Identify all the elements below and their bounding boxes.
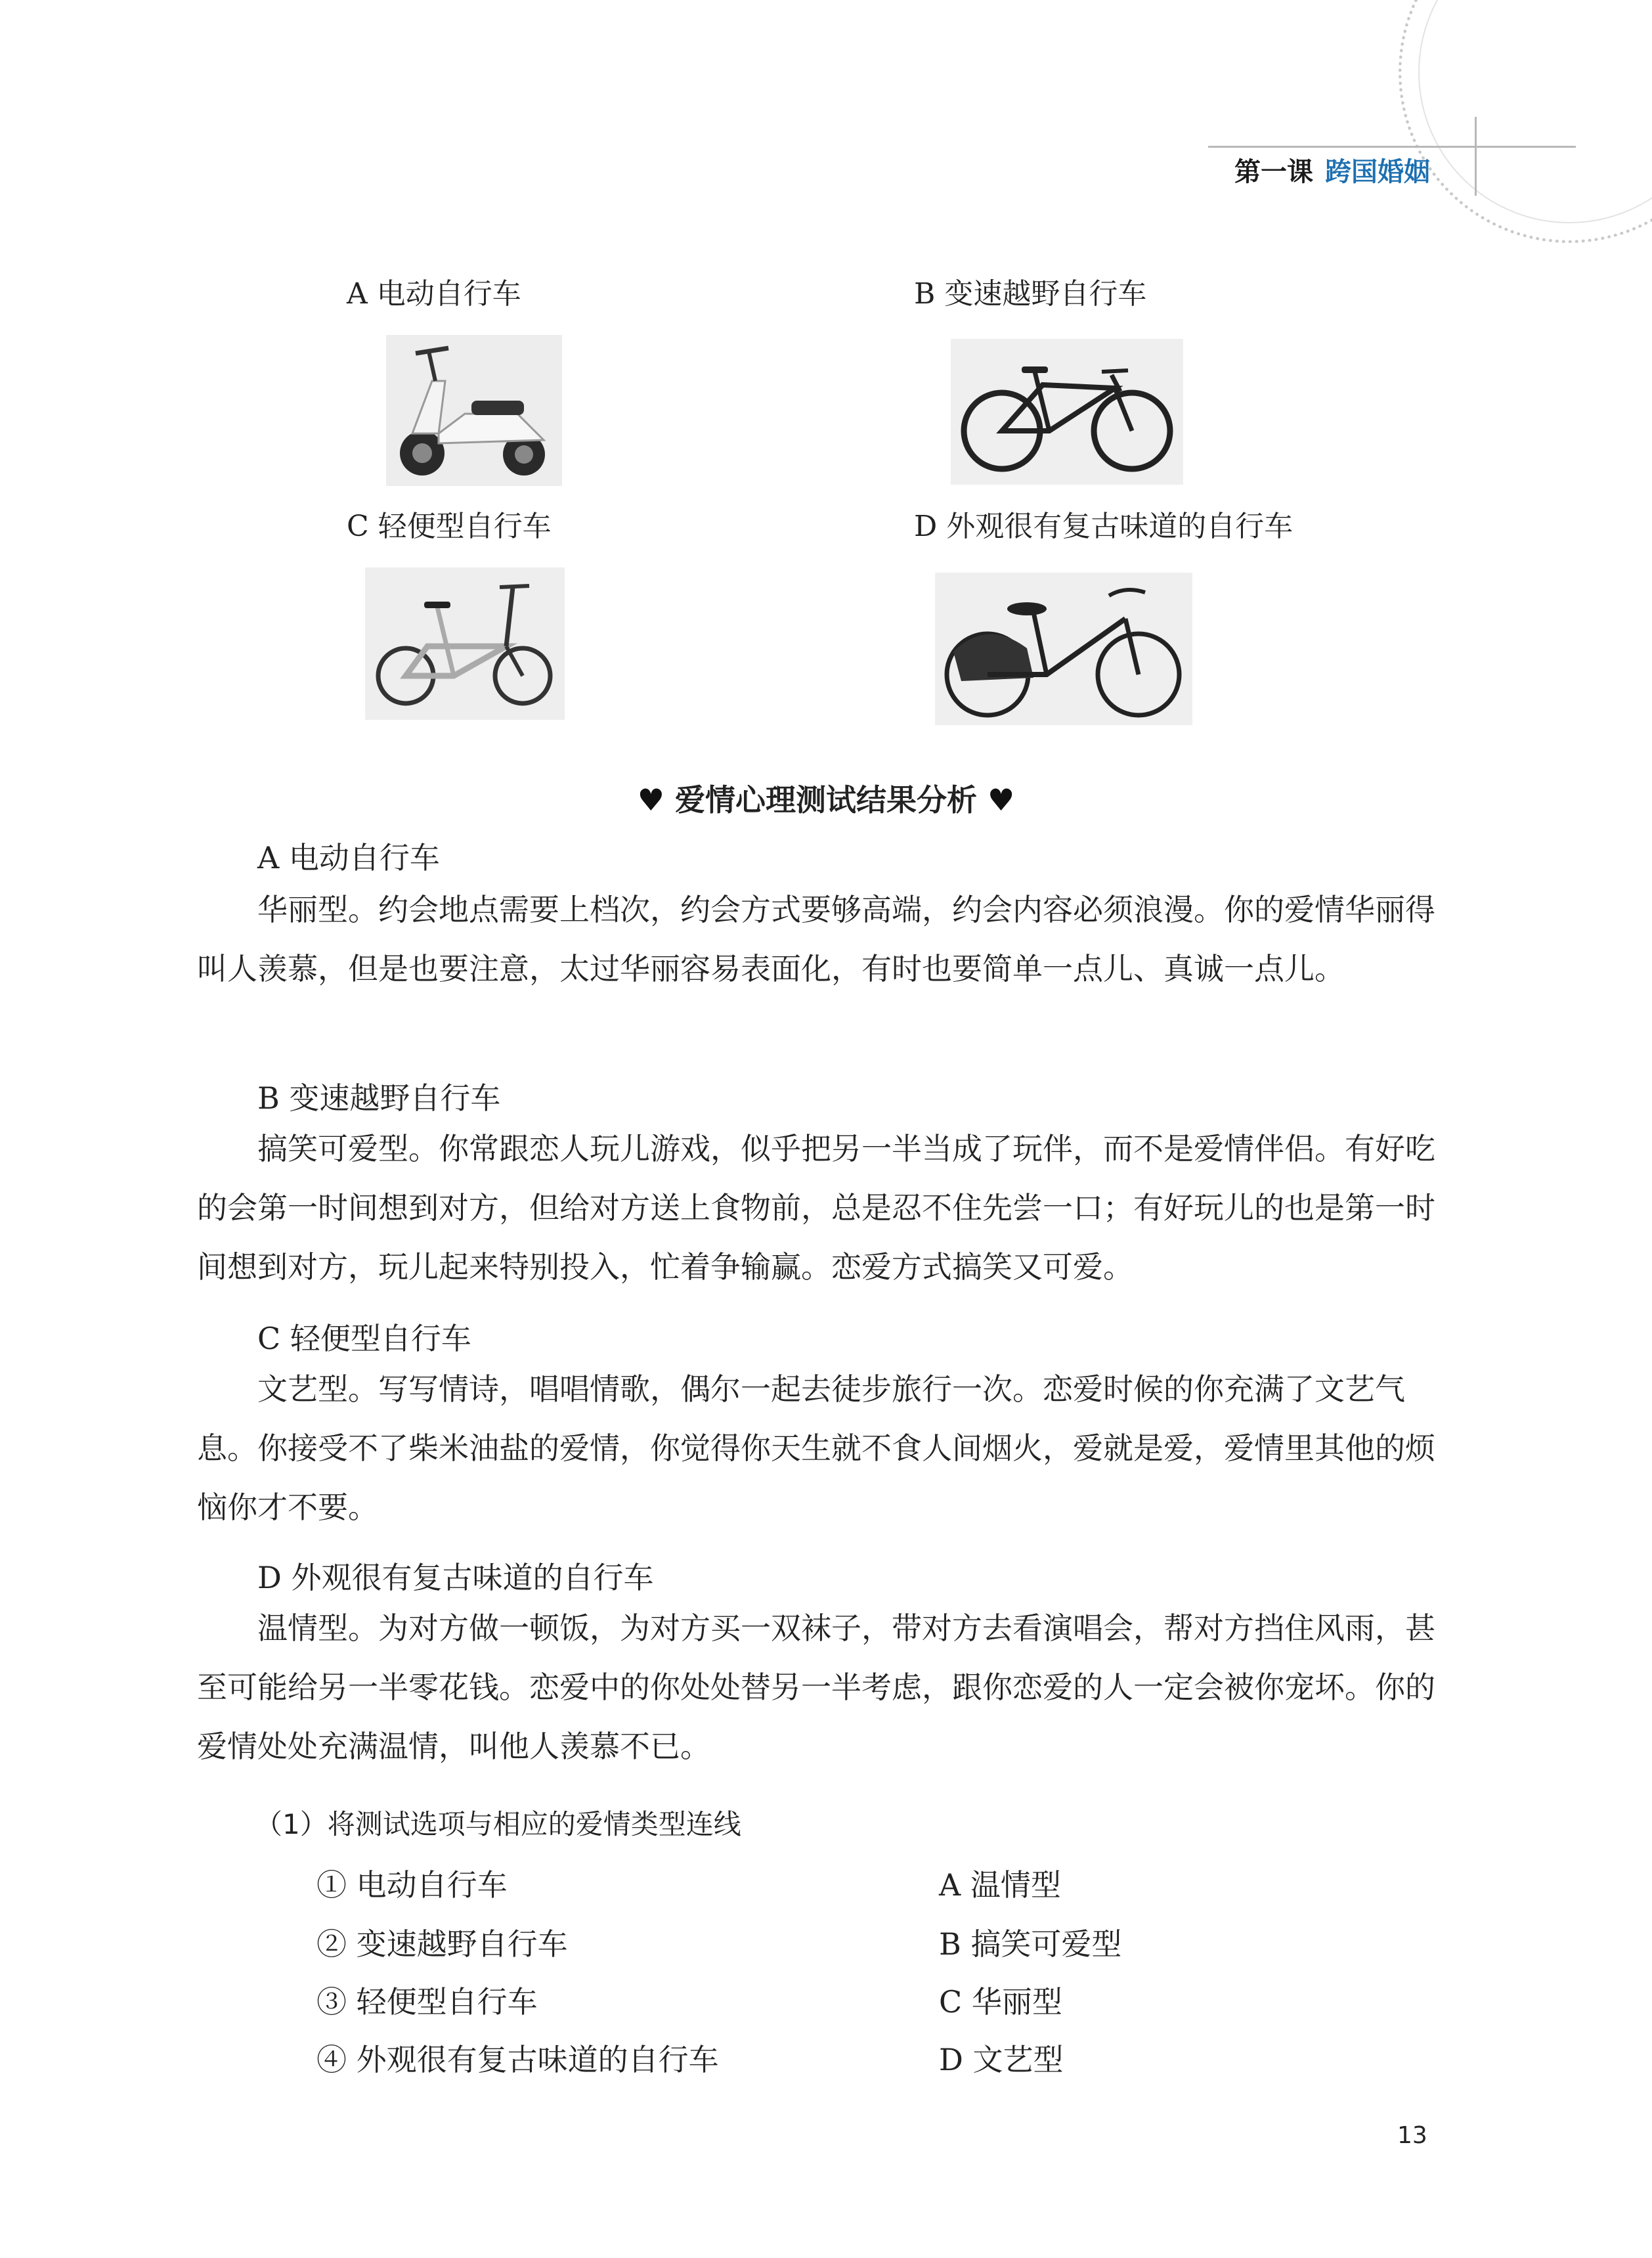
option-d-caption: D 外观很有复古味道的自行车 bbox=[914, 510, 1293, 543]
match-left-item: ③ 轻便型自行车 bbox=[316, 1984, 538, 2020]
electric-scooter-icon bbox=[386, 335, 562, 486]
match-left-item: ② 变速越野自行车 bbox=[316, 1926, 568, 1962]
folding-bike-photo bbox=[365, 567, 565, 720]
section-a-label: A 电动自行车 bbox=[257, 840, 440, 875]
match-left-item: ④ 外观很有复古味道的自行车 bbox=[316, 2042, 719, 2077]
match-right-item: A 温情型 bbox=[939, 1867, 1061, 1903]
mountain-bike-photo bbox=[951, 339, 1183, 485]
header-lesson: 第一课 bbox=[1234, 157, 1313, 187]
heart-icon: ♥ bbox=[988, 782, 1015, 818]
match-right-item: D 文艺型 bbox=[939, 2042, 1064, 2077]
exercise-title: （1）将测试选项与相应的爱情类型连线 bbox=[255, 1808, 741, 1840]
header-topic: 跨国婚姻 bbox=[1325, 157, 1430, 187]
header-horizontal-rule bbox=[1208, 146, 1576, 148]
page-number: 13 bbox=[1397, 2122, 1427, 2149]
match-left-item: ① 电动自行车 bbox=[316, 1867, 508, 1903]
retro-bike-icon bbox=[935, 573, 1192, 725]
heart-icon: ♥ bbox=[637, 782, 664, 818]
section-c-text: 文艺型。写写情诗，唱唱情歌，偶尔一起去徒步旅行一次。恋爱时候的你充满了文艺气息。你接受不了柴米油盐的爱情，你觉得你天生就不食人间烟火，爱就是爱，爱情里其他的烦恼你才不要。 bbox=[197, 1371, 1435, 1525]
running-header bbox=[1234, 154, 1430, 190]
option-c-caption: C 轻便型自行车 bbox=[347, 510, 552, 543]
electric-scooter-photo bbox=[386, 335, 562, 486]
mountain-bike-icon bbox=[951, 339, 1183, 485]
section-b-text: 搞笑可爱型。你常跟恋人玩儿游戏，似乎把另一半当成了玩伴，而不是爱情伴侣。有好吃的会第一时间想到对方，但给对方送上食物前，总是忍不住先尝一口；有好玩儿的也是第一时间想到对方，玩儿起来特别投入，忙着争输赢。恋爱方式搞笑又可爱。 bbox=[197, 1131, 1435, 1285]
match-right-item: B 搞笑可爱型 bbox=[939, 1926, 1122, 1962]
section-b-label: B 变速越野自行车 bbox=[257, 1080, 501, 1116]
section-a-text: 华丽型。约会地点需要上档次，约会方式要够高端，约会内容必须浪漫。你的爱情华丽得叫人羡慕，但是也要注意，太过华丽容易表面化，有时也要简单一点儿、真诚一点儿。 bbox=[197, 892, 1435, 986]
match-right-item: C 华丽型 bbox=[939, 1984, 1062, 2020]
section-c-label: C 轻便型自行车 bbox=[257, 1321, 471, 1356]
section-d-text: 温情型。为对方做一顿饭，为对方买一双袜子，带对方去看演唱会，帮对方挡住风雨，甚至可能给另一半零花钱。恋爱中的你处处替另一半考虑，跟你恋爱的人一定会被你宠坏。你的爱情处处充满温情，叫他人羡慕不已。 bbox=[197, 1610, 1435, 1764]
retro-bike-photo bbox=[935, 573, 1192, 725]
option-a-caption: A 电动自行车 bbox=[347, 277, 521, 311]
folding-bike-icon bbox=[365, 567, 565, 720]
analysis-heading-text: 爱情心理测试结果分析 bbox=[675, 782, 977, 818]
option-b-caption: B 变速越野自行车 bbox=[914, 277, 1147, 311]
header-vertical-rule bbox=[1475, 117, 1477, 196]
section-d-label: D 外观很有复古味道的自行车 bbox=[257, 1560, 654, 1595]
analysis-heading bbox=[0, 779, 1652, 821]
